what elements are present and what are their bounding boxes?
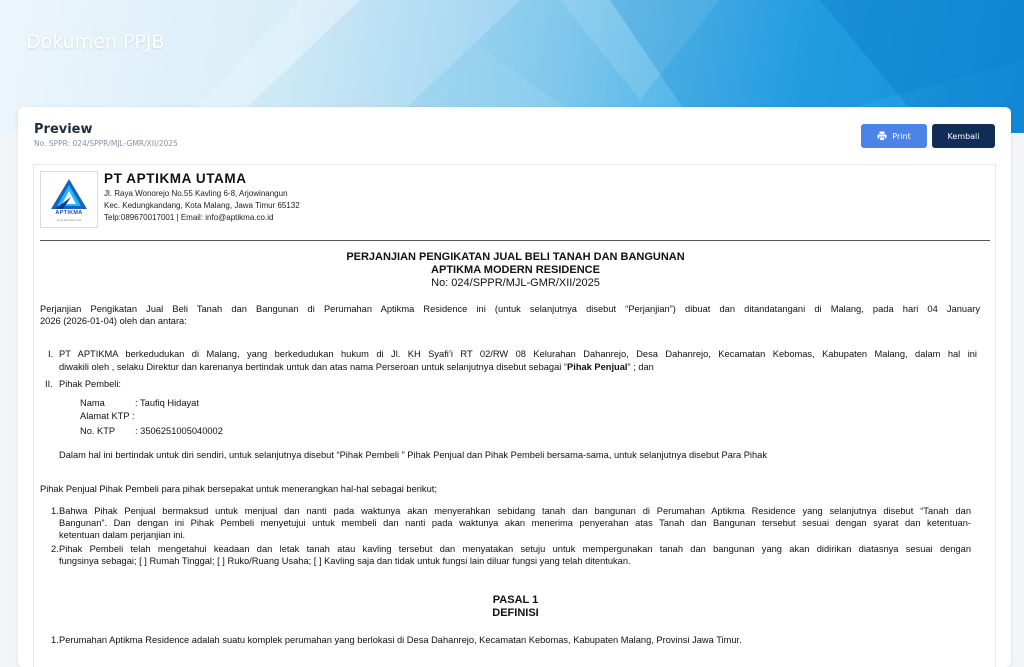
point-1-line-2: Bangunan”. Dan dengan ini Pihak Pembeli menyetujui untuk membeli dan nanti pada waktunya akan menerima penyerahan atas Tanah dan Bangunan tersebut sesuai dengan syarat dan ketentuan- — [59, 518, 971, 528]
party-1-line-1: PT APTIKMA berkedudukan di Malang, yang berkedudukan hukum di Jl. KH Syafi’i RT 02/RW 08 Kelurahan Dahanrejo, Desa Dahanrejo, Kecamatan Kebomas, Kabupaten Malang, dalam hal ini — [59, 349, 977, 359]
point-1-line-1: Bahwa Pihak Penjual bermaksud untuk menjual dan nanti pada waktunya akan menyerahkan sebidang tanah dan bangunan di Perumahan Aptikma Residence yang selanjutnya disebut “Tanah dan — [59, 506, 971, 516]
company-contact: Telp:089670017001 | Email: info@aptikma.co.id — [104, 213, 274, 222]
printer-icon — [877, 131, 887, 141]
company-name: PT APTIKMA UTAMA — [104, 171, 247, 186]
document-preview — [33, 164, 996, 667]
preview-title: Preview — [34, 122, 93, 137]
party-2-number: II. — [45, 379, 53, 389]
preview-subtitle: No. SPPR: 024/SPPR/MJL-GMR/XII/2025 — [34, 139, 178, 148]
header-divider — [40, 240, 990, 241]
back-button-label: Kembali — [947, 131, 980, 141]
definition-1-number: 1. — [51, 635, 59, 645]
party-1-number: I. — [48, 349, 54, 359]
company-address-2: Kec. Kedungkandang, Kota Malang, Jawa Timur 65132 — [104, 201, 300, 210]
buyer-ktp-value: : 3506251005040002 — [135, 426, 223, 436]
pasal-subtitle: DEFINISI — [492, 607, 539, 619]
aptikma-logo-icon — [51, 179, 87, 209]
agreement-intro: Pihak Penjual Pihak Pembeli para pihak bersepakat untuk menerangkan hal-hal sebagai berikut; — [40, 484, 437, 494]
buyer-address-label: Alamat KTP : — [80, 411, 135, 421]
buyer-name-value: : Taufiq Hidayat — [135, 398, 199, 408]
logo-text: APTIKMA — [55, 210, 83, 216]
document-subtitle: APTIKMA MODERN RESIDENCE — [431, 264, 600, 276]
point-1-line-3: ketentuan dalam perjanjian ini. — [59, 530, 186, 540]
page-title: Dokumen PPJB — [26, 31, 165, 53]
company-address-1: Jl. Raya Wonorejo No.55 Kavling 6-8, Arjowinangun — [104, 189, 288, 198]
back-button[interactable] — [932, 124, 995, 148]
point-1-number: 1. — [51, 506, 59, 516]
pihak-penjual-label: Pihak Penjual — [567, 362, 628, 372]
point-2-line-2: fungsinya sebagai; [ ] Rumah Tinggal; [ ] Ruko/Ruang Usaha; [ ] Kavling saja dan tidak untuk fungsi lain diluar fungsi yang telah ditentukan. — [59, 556, 631, 566]
party-2-label: Pihak Pembeli: — [59, 379, 122, 389]
logo-tagline: Let's Develop One — [56, 218, 82, 222]
company-logo — [40, 171, 98, 228]
preview-card — [18, 107, 1011, 667]
point-2-line-1: Pihak Pembeli telah mengetahui keadaan dan letak tanah atau kavling tersebut dan menyatakan setuju untuk mempergunakan tanah dan bangunan yang akan didirikan diatasnya sesuai dengan — [59, 544, 971, 554]
print-button[interactable] — [861, 124, 927, 148]
pasal-title: PASAL 1 — [492, 594, 539, 606]
print-button-label: Print — [892, 131, 911, 141]
point-2-number: 2. — [51, 544, 59, 554]
document-number: No: 024/SPPR/MJL-GMR/XII/2025 — [431, 277, 600, 289]
intro-line-1: Perjanjian Pengikatan Jual Beli Tanah dan Bangunan di Perumahan Aptikma Residence ini (untuk selanjutnya disebut “Perjanjian”) dibuat dan ditandatangani di Malang, pada hari 04 January — [40, 304, 980, 314]
buyer-note: Dalam hal ini bertindak untuk diri sendiri, untuk selanjutnya disebut “Pihak Pembeli ” Pihak Penjual dan Pihak Pembeli bersama-sama, untuk selanjutnya disebut Para Pihak — [59, 450, 767, 460]
party-1-line-2: diwakili oleh , selaku Direktur dan karenanya bertindak untuk dan atas nama Perseroan untuk selanjutnya disebut sebagai “Pihak Penjual” ; dan — [59, 362, 654, 372]
buyer-name-label: Nama — [80, 398, 105, 408]
intro-line-2: 2026 (2026-01-04) oleh dan antara: — [40, 316, 187, 326]
definition-1: Perumahan Aptikma Residence adalah suatu komplek perumahan yang berlokasi di Desa Dahanrejo, Kecamatan Kebomas, Kabupaten Malang, Provinsi Jawa Timur. — [59, 635, 742, 645]
buyer-ktp-label: No. KTP — [80, 426, 116, 436]
document-title: PERJANJIAN PENGIKATAN JUAL BELI TANAH DAN BANGUNAN — [346, 251, 685, 263]
